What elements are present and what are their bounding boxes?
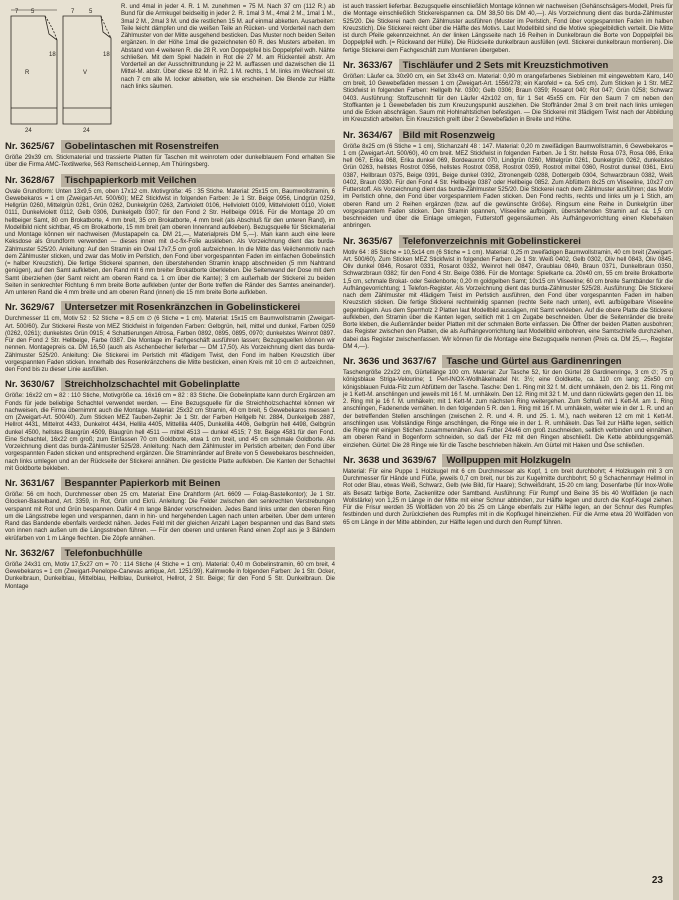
article-number: Nr. 3629/67 bbox=[5, 302, 55, 314]
article-section bbox=[343, 129, 673, 231]
section-header bbox=[343, 59, 673, 72]
section-header bbox=[5, 301, 335, 314]
article-section bbox=[343, 59, 673, 125]
section-header bbox=[5, 547, 335, 560]
article-number: Nr. 3631/67 bbox=[5, 478, 55, 489]
article-number: Nr. 3638 und 3639/67 bbox=[343, 454, 437, 466]
article-section bbox=[5, 547, 335, 591]
article-number: Nr. 3628/67 bbox=[5, 174, 55, 186]
article-body: Größe: 16x22 cm = 82 : 110 Stiche, Motivgröße ca. 16x16 cm = 82 : 83 Stiche. Die Gobelinplatte kann durch Ergänzen am Fonds für jede beliebige Schachtel verwendet werden. — Eine Bezugsquelle für die Streichholzschachtel können wir nachweisen, die Firma übernimmt auch die Montage. Material: 25x32 cm Stramin, 40 cm breit, 5 Gewebekaros messen 1 cm (Zweigart-Art. 500/40). Zum Sticken MEZ Tauben-Zephir: Je 1 Str. der Farben Hellgelb Nr. 2884, Dunkelgelb 2887, Hellrot 4431, Mittelrot 4433, Dunkelrot 4434, Hellila 4405, Mittellila 4405, Dunkellila 4406, Gelbgrün hell 4498, Gelbgrün dunkel 4500, hellstes Blaugrün 4509, Blaugrün hell 4511 — mittel 4513 — dunkel 4515; 7 Str. Beige 4581 für den Fond. Eine Schachtel, 16x22 cm groß; zum Einfassen 70 cm Goldborte, etwa 1 cm breit, und 45 cm schmale Goldborte. Als Vorzeichnung dient das burda-Zählmuster 525/28. Anleitung: Nach dem Zählmuster im Perlstich arbeiten; den Fond über vorgespannten Faden sticken und entsprechend ergänzen. Die Straminränder auf Breite von 5 Gewebekaros beschneiden, nach links umlegen und an der Rückseite der Stickerei annähen. Die gestickte Platte aufkleben. Die Kanten der Schachtel mit Goldborte bekleben. bbox=[5, 393, 335, 472]
article-title: Wollpuppen mit Holzkugeln bbox=[442, 454, 673, 467]
article-title: Bespannter Papierkorb mit Beinen bbox=[61, 477, 335, 490]
svg-text:18: 18 bbox=[103, 52, 110, 58]
article-section bbox=[5, 378, 335, 473]
article-number: Nr. 3632/67 bbox=[5, 547, 55, 559]
article-section bbox=[5, 140, 335, 170]
article-title: Tasche und Gürtel aus Gardinenringen bbox=[442, 355, 673, 368]
section-header bbox=[5, 477, 335, 490]
article-section bbox=[5, 301, 335, 374]
article-body: Größe 24x31 cm, Motiv 17,5x27 cm = 70 : 114 Stiche (4 Stiche = 1 cm). Material: 0,40 m Gobelinstramin, 60 cm breit, 4 Gewebekaros = 1 cm (Zweigart-Penelope-Canevas antique, Art. 1251/39). Kalimwolle in folgenden Farben: Je 1 Str. Ocker, Dunkelbraun, Dunkelblau, Mittelblau, Hellblau, Dunkelrot, Hellrot, 2 Str. Beige; für den Fond 5 Str. Dunkelbraun. Die Montage bbox=[5, 561, 335, 590]
article-body: Taschengröße 22x22 cm, Gürtellänge 100 cm. Material: Zur Tasche 52, für den Gürtel 28 Gardinenringe, 3 cm ∅; 75 g königsblaue Striga-Velourine; 1 Perl-INOX-Wollhäkelnadel Nr. 3½; eine Goldkette, ca. 110 cm lang; 25x50 cm königsblauen Fulda-Filz zum Abfüttern der Tasche. Tasche: Den 1. Ring mit 32 f. M. dicht umhäkeln, den 2. bis 11. Ring mit je 1 Kett-M. anschlingen und jeweils mit 16 f. M. umhäkeln. Den 12. Ring mit 32 f. M. und dann rückwärts gegen den 11. bis 2. Ring mit je 16 f. M. umhäkeln; mit 1 Kett-M. zum nächsten Ring weitergehen. Zum Schluß mit 1 Kett-M. am 1. Ring anschlingen, Fadenende vernähen. In den folgenden 5 R. den 1. Ring mit 16 f. M. umhäkeln, weiter wie in der 1. R. und an der betreffenden Stellen anschlingen (zwischen 2. R. und 4. R. und 25. 1. M.), nach weiteren 12 cm mit 1 Kett-M. anschlingen usw. Vollständige Ringe anschlingen, die Ringe wie in der 1. R. umhäkeln. Das Teil zur Hälfte legen, seitlich die Ringe mit einigen Stichen zusammennähen. Aus Futter 24x46 cm groß zuschneiden, seitlich verbinden und einnähen, am oberen Rand in Bogenform schneiden, so daß der Filz mit den Ringen abschließt. Die Kette abbildungsgemäß einziehen. Gürtel: Die 28 Ringe wie für die Tasche beschrieben häkeln. Am Gürtel mit Haken und Öse schließen. bbox=[343, 370, 673, 449]
section-header bbox=[5, 174, 335, 187]
svg-text:24: 24 bbox=[25, 128, 32, 134]
article-title: Tischpapierkorb mit Veilchen bbox=[61, 174, 335, 187]
section-header bbox=[5, 378, 335, 391]
left-column bbox=[5, 4, 335, 591]
svg-text:24: 24 bbox=[83, 128, 90, 134]
svg-text:V: V bbox=[83, 70, 88, 76]
article-body: Größe 8x25 cm (6 Stiche = 1 cm), Stichanzahl 48 : 147. Material: 0,20 m zweifädigen Baumwollstramin, 6 Gewebekaros = 1 cm (Zweigart-Art. 500/60), 40 cm breit. MEZ Stickfwist in folgenden Farben. Je 1 Str. hellste Rosa 073, Rosa 086, Erika hell 067, Erika 068, Erika dunkel 069, Bordeauxrot 070, Lindgrün 0260, Mittelgrün 0261, Dunkelgrün 0262, dunkelstes Grün 0263, hellstes Rostrot 0356, hellstes Rostrot 0358, Rostrot 0359, Rostrot mittel 0360, Rostrot dunkel 0361, Ekrü 0387, Hellbraun 0375, Beige 0391, Beige dunkel 0392, Zitronengelb 0288, Dottergelb 0304, Schwarzbraun 0382, Weiß 0402, Braun 0330. Für den Fond 4 Str. Hellbeige 0387 oder Hellbeige 0852. Zum Abfüttern 8x25 cm Vliseeline, 10x27 cm Futterstoff. Als Vorzeichnung dient das burda-Zählmuster 525/20. Die Stickerei nach dem Zählmuster ausführen; das Motiv im Perlstich ohne, den Fond über vorgespanntem Faden sticken. Den Fond rechts, rechts und links um je 1 Stich, am oberen Rand um 2 Reihen ergänzen (bzw. auf die gewünschte Größe). Ringsum eine Reihe in Dunkelgrün über vorgespanntem Faden sticken. Den Stramin spannen, Vliseeline aufbügeln, überstehenden Stramin auf ca. 1,5 cm beschneiden und über die Einlage umlegen, Futterstoff gegensäumen. Als Aufhängevorrichtung einen Klebehaken anbringen. bbox=[343, 143, 673, 230]
article-number: Nr. 3630/67 bbox=[5, 379, 55, 391]
article-title: Tischläufer und 2 Sets mit Kreuzstichmotiven bbox=[399, 59, 673, 72]
article-number: Nr. 3633/67 bbox=[343, 59, 393, 71]
article-number: Nr. 3635/67 bbox=[343, 235, 393, 247]
svg-text:7: 7 bbox=[15, 9, 19, 15]
page-number: 23 bbox=[651, 875, 663, 886]
article-title: Gobelintaschen mit Rosenstreifen bbox=[61, 140, 335, 153]
right-intro-paragraph: ist auch trassiert lieferbar. Bezugsquelle einschließlich Montage können wir nachweisen (Gehänschsägers-Modell, Preis für die Montage einschließlich Stickereispannen ca. DM 38,50 bis DM 40,—). Als Vorzeichnung dient das burda-Zählmuster 525/20. Die Stickerei nach dem Zählmuster ausführen (Muster im Perlstich, Fond über vorgespannten Faden im halben Kreuzstich). Die Stickerei reicht über die Hälfte des Motivs. Laut Modellbild sind die Motive spiegelbildlich verteilt. Die Mitte ist durch Pfeile gekennzeichnet. An der linken Längsseite nach 16 Reihen in Dunkelbraun die Borte von Doppelpfeil bis Doppelpfeil wdh. (= Rückwand der Hülle). Die Rückseite dunkelbraun ausfüllen (evtl. Stickerei dunkelbraun montieren). Die fertige Stickerei dem Fachgeschäft zum Montieren übergeben. bbox=[343, 4, 673, 54]
svg-text:7: 7 bbox=[71, 9, 75, 15]
article-title: Streichholzschachtel mit Gobelinplatte bbox=[61, 378, 335, 391]
article-section bbox=[343, 454, 673, 527]
article-section bbox=[5, 174, 335, 298]
article-title: Telefonbuchhülle bbox=[61, 547, 335, 560]
article-number: Nr. 3634/67 bbox=[343, 129, 393, 141]
svg-text:18: 18 bbox=[49, 52, 56, 58]
right-column bbox=[343, 4, 673, 527]
svg-text:R: R bbox=[25, 70, 30, 76]
article-body: Durchmesser 11 cm, Motiv 52 : 52 Stiche = 8,5 cm ∅ (6 Stiche = 1 cm). Material: 15x15 cm Baumwollstramin (Zweigart-Art. 500/60). Zur Stickerei Reste von MEZ Stickfwist in folgenden Farben: Gelbgrün, hell, mittel und dunkel, Farben 0259 (0262, 0261); dunkelstes Grün 0915; 4 Schattierungen Altrosa, Farben 0892, 0895, 0895, 0970; dunkelstes Weinrot 0897. Für den Fond 2 Str. Hellbeige, Farbe 0387. Die Montage im Fachgeschäft ausführen lassen; Bezugsquellen können wir nennen. Montagepreis ca. DM 16,50 (auch als Aschenbecher lieferbar — DM 17,50). Als Vorzeichnung dient das burda-Zählmuster 525/20. Anleitung: Die Stickerei im Perlstich mit 4fädigem Twist, den Fond im halben Kreuzstich über vorgespannten Faden sticken. Innerhalb des Rosenkränzchens die Mitte besticken, einen Kreis mit 10 cm ∅ aufzeichnen, den Fond bis zu dieser Linie ausfüllen. bbox=[5, 316, 335, 373]
article-body: Material: Für eine Puppe 1 Holzkugel mit 6 cm Durchmesser als Kopf, 1 cm breit durchbohrt; 4 Holzkugeln mit 3 cm Durchmesser für Hände und Füße, jeweils 0,7 cm breit, nur bis zur Kugelmitte durchbohrt; 50 g Schachenmayr Hellmol in Rot oder Blau, etwas Weiß, Schwarz, Gelb (wie Bild, für Haare); Schweißdraht, 15-20 cm lang; Dosenfarbe (für Inox-Wolle als Besatz farbige Borte, Zackenlitze oder Samtband. Ausführung: Für Rumpf und Beine 35 bis 40 Wollfäden (je nach Wollstärke) von 1,25 m Länge in der Mitte mit einer Schnur abbinden, zur Hälfte legen und durch die Kopf-Kugel ziehen. Für die Frisur werden 35 Wollfäden von 20 bis 25 cm Länge ebenfalls zur Hälfte legen, an der Schnur des Rumpfes festbinden und durch Zurückziehen des Rumpfes mit in die Kopfkugel hineinziehen. Für die Arme etwa 20 Wollfäden von 65 cm Länge in der Mitte abbinden, zur Hälfte legen und durch den Rumpf führen. bbox=[343, 468, 673, 526]
svg-text:5: 5 bbox=[89, 9, 93, 15]
article-body: Größen: Läufer ca. 30x90 cm, ein Set 33x43 cm. Material: 0,90 m orangefarbenes Siebleinen mit eingewebtem Karo, 140 cm breit, 10 Gewebefäden messen 1 cm (Zweigart-Art. 1556/278; ein Karofeld = ca. 5x5 cm). Zum Sticken je 1 Str. MEZ Stickfwist in folgenden Farben: Hellgelb Nr. 0300; Gelb 0306; Braun 0359; Rosarot 040; Rot 047; Grün 0258; Schwarz 0403. Ausführung: Stoffzuschnitt für den Läufer 42x102 cm, für 1 Set 45x55 cm. Für den Saum 7 cm neben den Stoffkanten je 1 Gewebefaden bis zum Kreuzungspunkt ausziehen. Die Stoffränder 2mal 3 cm breit nach links umlegen und die Ecken abschrägen. Saum mit Hohlnahtstichen befestigen. — Die Stickerei mit 3fädigem Twist nach der Abbildung im Kreuzstich arbeiten. Ein Kreuzstich greift über 2 Gewebefäden in Breite und Höhe. bbox=[343, 73, 673, 124]
section-header bbox=[5, 140, 335, 153]
article-body: Motiv 64 : 85 Stiche = 10,5x14 cm (6 Stiche = 1 cm). Material: 0,25 m zweifädigen Baumwollstramin, 40 cm breit (Zweigart-Art. 500/60). Zum Sticken MEZ Stickfwist in folgenden Farben: Je 1 Str. Weiß 0402, Gelb 0302, Oliv hell 0843, Oliv 0845, Oliv dunkel 0846, Rosarot 0331, Rosarot 0332, Weinrot hell 0847, Graublau 0849, Braun 0371, Dunkelbraun 0350, Schwarzbraun 0382; für den Fond 4 Str. Beige 0386. Für die Montage: Spielkarte ca. 20x40 cm, 55 cm breite Brokatborte 1,5 cm, schmale Brokat- oder Seidenborte; 0,20 m goldgelben Samt; 10x15 cm Vliseeline; 60 cm breite Samtbänder für die Aufhängevorrichtung; 1 Telefon-Register. Als Vorzeichnung dient das burda-Zählmuster 525/28. Ausführung: Die Stickerei nach dem Zählmuster mit 4fädigem Twist im Perlstich ausführen, den Fond über vorgespannten Faden im halben Kreuzstich sticken. Die fertige Stickerei rechtwinklig spannen (rechte Seite nach unten), evtl. aufbügelbare Vliseeline gegenbügeln. Aus dem Sperrholz 2 Platten laut Modellbild aussägen, mit Samt verkleben. Auf die obere Platte die Stickerei aufkleben, den Stramin über die Kanten legen, seitlich mit 1 cm Zugabe beschneiden. Über die Seitenränder die breite Borte kleben, die Außenränder beider Platten mit der schmalen Borte einfassen. Die Öffner der beiden Platten ausbohren; das Register zwischen den Platten, die als Aufhängevorrichtung laut Modellbild einbohren, eine Samtschleife durchziehen, dabei das Register zwischenfassen. Wir können für die Montage eine Bezugsquelle nennen (Preis ca. DM 25,—, Register DM 4,—). bbox=[343, 249, 673, 350]
section-header bbox=[343, 235, 673, 248]
article-title: Bild mit Rosenzweig bbox=[399, 129, 673, 142]
article-title: Untersetzer mit Rosenkränzchen in Gobelinstickerei bbox=[61, 301, 335, 314]
article-section bbox=[343, 355, 673, 450]
article-title: Telefonverzeichnis mit Gobelinstickerei bbox=[399, 235, 673, 248]
article-number: Nr. 3636 und 3637/67 bbox=[343, 356, 437, 367]
article-number: Nr. 3625/67 bbox=[5, 141, 55, 152]
article-section bbox=[5, 477, 335, 543]
intro-paragraph: R. und 4mal in jeder 4. R. 1 M. zunehmen = 75 M. Nach 37 cm (112 R.) ab Bund für die Armkugel beidseitig in jeder 2. R. 1mal 3 M., 4mal 2 M., 1mal 1 M., 3mal 2 M., 2mal 3 M. und die restlichen 15 M. auf einmal abketten. Ausarbeiten: Teile leicht dämpfen und die weißen Teile an Rücken- und Vorderteil nach dem Zählmuster von der Mitte ausgehend besticken. Das Muster noch beiden Seiten ergänzen. In der Höhe 1mal die gezeichneten 60 R. des Musters arbeiten. Im Abstand von 4 weiteren R. die 28 R. von Doppelpfeil bis Doppelpfeil wdh. Nähte schließen. Mit dem Spiel Nadeln in Rot die 27 M. am Rückenteil abstr. Am Vorderteil an der Ausschnittrundung je 22 M. auffassen und dazwischen die 11 Mittel-M. abstr. Über diese 82 M. in R2. 1 M. rechts, 1 M. links im Wechsel str. nach 7 cm alle M. locker abketten, wie sie erscheinen. Die Blende zur Hälfte nach links säumen. bbox=[121, 4, 335, 90]
intro-block bbox=[5, 4, 335, 136]
article-body: Größe 29x39 cm. Stickmaterial und trassierte Platten für Taschen mit weinrotem oder dunkelblauem Fond erhalten Sie über die Firma AMC-Textilwerke, 563 Remscheid-Lennep, Am Thüringsberg. bbox=[5, 155, 335, 169]
article-body: Größe: 56 cm hoch, Durchmesser oben 25 cm. Material: Eine Drahtform (Art. 6609 — Folag-Bastelkontor); Je 1 Str. Glocken-Bastelband, Art. 3359, in Rot, Grün und Ekrü. Anleitung: Die Felder zwischen den senkrechten Verstrebungen verspannt mit Rot und Grün bespannen. Dafür 4 m lange Bänder vorschneiden. Jedes Band links unter den oberen Ring um die Längsstrebe legen und verspannen, dann in hin- und hergehenden Lagen nach unten arbeiten. Über dem unteren Rand das Bandende ebenfalls verdeckt nähen. Jedes Feld mit der gleichen Anzahl Lagen bespannen und das Band stets von innen nach außen um die Längsstreben führen. — Für den oberen und unteren Rand einen Zopf aus je 3 Bändern ekrüfarben von 1 m Länge flechten. Die Zöpfe annähen. bbox=[5, 492, 335, 542]
section-header bbox=[343, 129, 673, 142]
article-body: Ovale Grundform: Unten 13x9,5 cm, oben 17x12 cm. Motivgröße: 45 : 35 Stiche. Material: 25x15 cm, Baumwollstramin, 6 Gewebekaros = 1 cm (Zweigart-Art. 500/60); MEZ Stickfwist in folgenden Farben: Je 1 Str. Beige 0956, Lindgrün 0259, Hellgrün 0260, Mittelgrün 0261, Grün 0262, Dunkelgrün 0263, Zartviolett 0106, Hellviolett 0109, Mittelviolett 0110, Violett 0111, Dunkelviolett 0112, Gelb 0306, Dunkelgelb 0307; für den Fond 2 Str. Hellbeige 0916. Für die Montage 20 cm hellbeiger Samt, 80 cm Brokatborte, 4 mm breit, 35 cm Brokatborte, 4 mm breit (als Abschluß für den unteren Rand), im Modellbild nicht sichtbar, 45 cm Brokatborte, 15 mm breit (am oberen Innenrand aufkleben). Bezugsquelle für Stickmaterial und Montage können wir nachweisen (Mustapapeln ca. DM 21,—, Materialpreis DM 5,—). Man kann auch eine leere Keksdose als Grundform verwenden — dieses innen mit d-c-fix-Folie auskleben. Als Vorzeichnung dient das burda-Zählmuster 525/20. Anleitung: Auf den Stramin ein Oval 17x7,5 cm groß aufzeichnen. In die Mitte das Veilchenmotiv nach dem Zählmuster sticken, und zwar das Motiv im Perlstich, den Fond über vorgespannten Faden im einfachen Gobelinstich (= halber Kreuzstich). Die fertige Stickerei spannen, den überstehenden Stramin knapp abschneiden (5 mm Nahtrand genügen), auf den Samt aufkleben, den Rand mit 6 mm breiter Brokatborte überkleben. Die Seitenwand der Dose mit dem Samt überziehen (der Samt reicht am oberen Rand ca. 1 cm über die Kante); 3 cm außerhalb der Stickerei zu beiden Seiten in senkrechter Richtung 6 mm breite Borte aufkleben (unter der Borte treffen die Ränder des Samtes aneinander). Am unteren Rand die 4 mm breite und am oberen Rand (innen) die 15 mm breite Borte aufkleben. bbox=[5, 188, 335, 296]
section-header bbox=[343, 454, 673, 467]
pattern-diagram bbox=[5, 4, 117, 136]
svg-text:5: 5 bbox=[31, 9, 35, 15]
page-binding-shadow bbox=[673, 0, 679, 900]
section-header bbox=[343, 355, 673, 368]
article-section bbox=[343, 235, 673, 352]
